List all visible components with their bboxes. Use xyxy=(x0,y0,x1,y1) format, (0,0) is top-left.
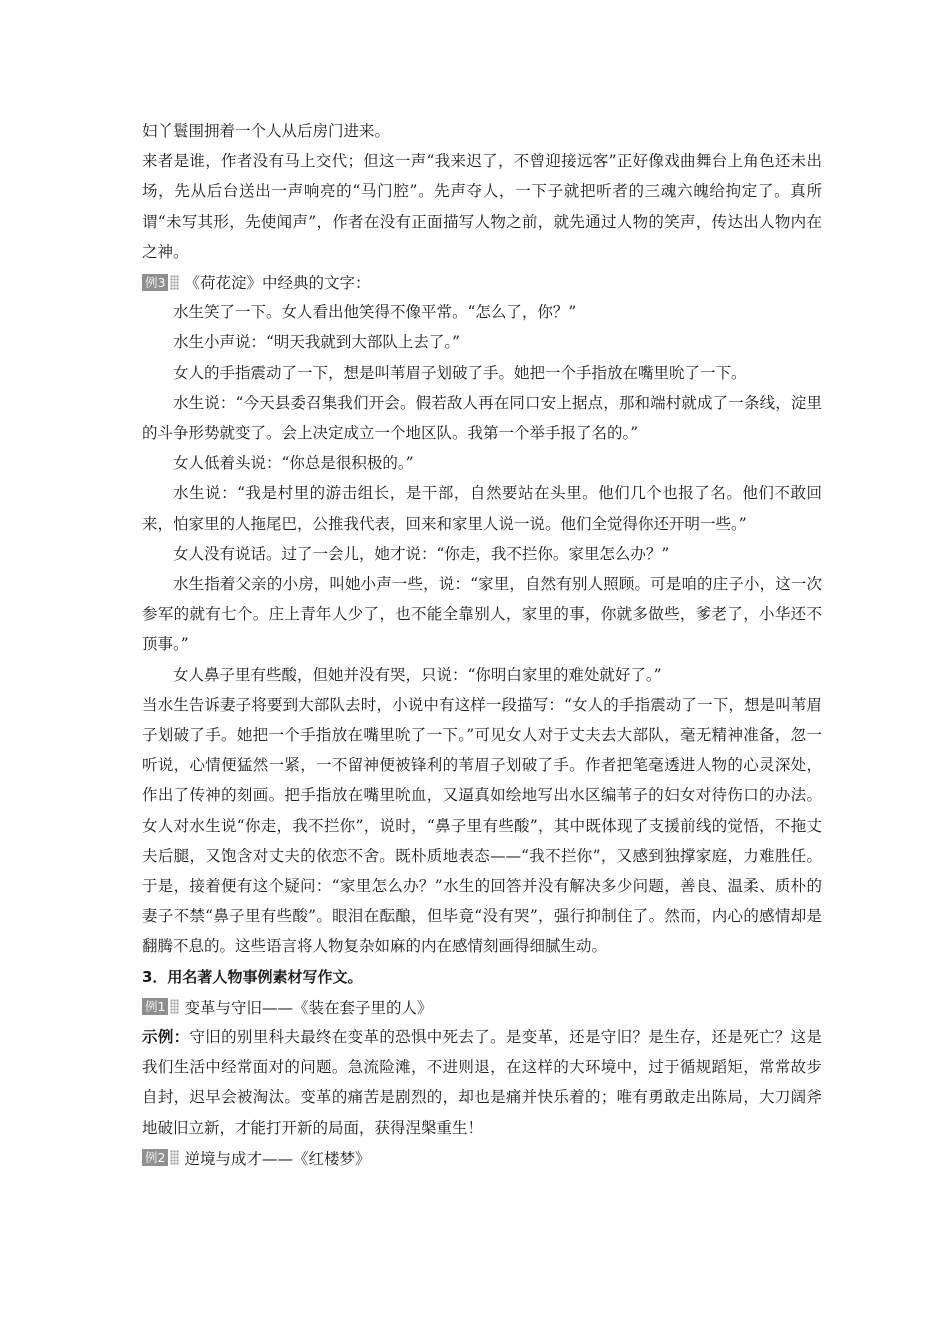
dialogue-line: 女人的手指震动了一下，想是叫苇眉子划破了手。她把一个手指放在嘴里吮了一下。 xyxy=(173,363,747,382)
example-2-title: 逆境与成才——《红楼梦》 xyxy=(184,1149,371,1168)
sample-paragraph xyxy=(142,1022,822,1143)
example-1-tag: 例1 xyxy=(142,998,168,1015)
example-2-tag: 例2 xyxy=(142,1149,168,1166)
intro-paragraph-end: 妇丫鬟围拥着一个人从后房门进来。 xyxy=(142,122,391,140)
laugh-analysis-paragraph: 来者是谁，作者没有马上交代；但这一声“我来迟了，不曾迎接远客”正好像戏曲舞台上角色还未出场，先从后台送出一声响亮的“马门腔”。先声夺人，一下子就把听者的三魂六魄给拘定了。真所谓“未写其形，先使闻声”，作者在没有正面描写人物之前，就先通过人物的笑声，传达出人物内在之神。 xyxy=(142,152,822,261)
dialogue-line: 女人鼻子里有些酸，但她并没有哭，只说：“你明白家里的难处就好了。” xyxy=(173,665,662,684)
dots-icon xyxy=(170,999,179,1014)
example-1-title: 变革与守旧——《装在套子里的人》 xyxy=(184,998,433,1017)
example-2-header xyxy=(142,1143,822,1173)
dialogue-line: 水生小声说：“明天我就到大部队上去了。” xyxy=(173,333,461,352)
example-3-header xyxy=(142,267,822,297)
dots-icon xyxy=(170,1150,179,1165)
sample-label: 示例： xyxy=(142,1028,190,1047)
example-3-title: 《荷花淀》中经典的文字： xyxy=(184,274,371,293)
dialogue-line: 女人没有说话。过了一会儿，她才说：“你走，我不拦你。家里怎么办？” xyxy=(173,544,670,563)
sample-text: 守旧的别里科夫最终在变革的恐惧中死去了。是变革，还是守旧？是生存，还是死亡？这是我们生活中经常面对的问题。急流险滩，不进则退，在这样的大环境中，过于循规蹈矩，常常故步自封，迟早会被淘汰。变革的痛苦是剧烈的，却也是痛并快乐着的；唯有勇敢走出陈局，大刀阔斧地破旧立新，才能打开新的局面，获得涅槃重生！ xyxy=(142,1028,822,1137)
dots-icon xyxy=(170,275,179,290)
example-1-header xyxy=(142,992,822,1022)
dialogue-line: 水生指着父亲的小房，叫她小声一些，说：“家里，自然有别人照顾。可是咱的庄子小，这一次参军的就有七个。庄上青年人少了，也不能全靠别人，家里的事，你就多做些，爹老了，小华还不顶事。” xyxy=(142,575,822,654)
section-heading-3: 3．用名著人物事例素材写作文。 xyxy=(142,967,363,986)
dialogue-line: 水生说：“我是村里的游击组长，是干部，自然要站在头里。他们几个也报了名。他们不敢回来，怕家里的人拖尾巴，公推我代表，回来和家里人说一说。他们全觉得你还开明一些。” xyxy=(142,484,822,533)
dialogue-line: 水生说：“今天县委召集我们开会。假若敌人再在同口安上据点，那和端村就成了一条线，淀里的斗争形势就变了。会上决定成立一个地区队。我第一个举手报了名的。” xyxy=(142,393,822,443)
document-page xyxy=(142,116,822,1173)
analysis-paragraph: 当水生告诉妻子将要到大部队去时，小说中有这样一段描写：“女人的手指震动了一下，想是叫苇眉子划破了手。她把一个手指放在嘴里吮了一下。”可见女人对于丈夫去大部队，毫无精神准备，忽一听说，心情便猛然一紧，一不留神便被锋利的苇眉子划破了手。作者把笔毫透进人物的心灵深处，作出了传神的刻画。把手指放在嘴里吮血，又逼真如绘地写出水区编苇子的妇女对待伤口的办法。女人对水生说“你走，我不拦你”，说时，“鼻子里有些酸”，其中既体现了支援前线的觉悟，不拖丈夫后腿，又饱含对丈夫的依恋不舍。既朴质地表态——“我不拦你”，又感到独撑家庭，力难胜任。于是，接着便有这个疑问：“家里怎么办？”水生的回答并没有解决多少问题，善良、温柔、质朴的妻子不禁“鼻子里有些酸”。眼泪在酝酿，但毕竟“没有哭”，强行抑制住了。然而，内心的感情却是翻腾不息的。这些语言将人物复杂如麻的内在感情刻画得细腻生动。 xyxy=(142,695,822,956)
dialogue-line: 女人低着头说：“你总是很积极的。” xyxy=(173,454,414,473)
dialogue-line: 水生笑了一下。女人看出他笑得不像平常。“怎么了，你？” xyxy=(173,303,577,322)
example-3-tag: 例3 xyxy=(142,274,168,291)
